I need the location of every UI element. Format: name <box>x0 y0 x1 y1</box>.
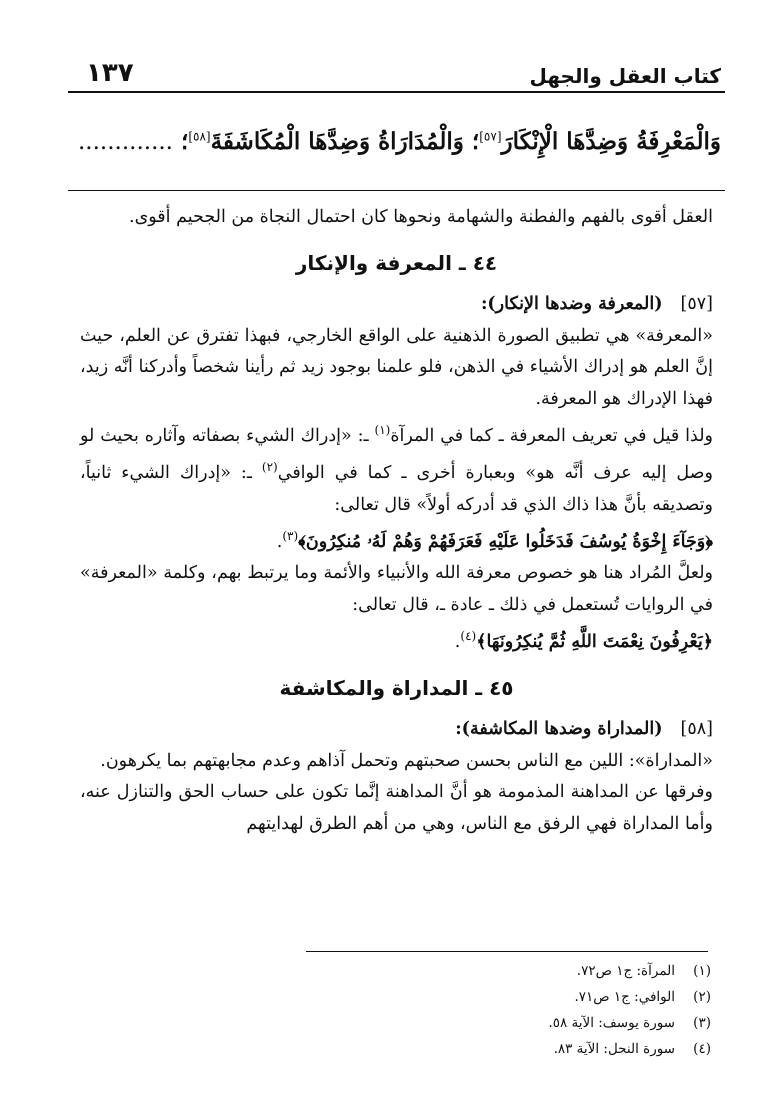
footnote-number: (٣) <box>693 1015 711 1031</box>
footnote-number: (٢) <box>693 989 711 1005</box>
note-57-p2-b: ـ: «إدراك الشيء بصفاته وآثاره بحيث لو وصل إليه عرف أنَّه هو» وبعبارة أخرى ـ كما في الوافي <box>80 425 713 484</box>
matn-part-2: ؛ وَالْمُدَارَاةُ وَضِدَّهَا الْمُكَاشَفَةَ <box>210 128 480 155</box>
running-header <box>86 56 721 88</box>
note-57-number: [٥٧] <box>680 294 713 314</box>
commentary-body <box>80 202 713 840</box>
footnote-ref-3[interactable]: (٣) <box>282 529 299 544</box>
matn-ref-58: [٥٨] <box>188 129 211 144</box>
book-title: كتاب العقل والجهل <box>529 64 721 88</box>
footnote-item <box>300 1010 711 1036</box>
note-57-paragraph-2 <box>80 415 713 521</box>
matn-part-3: ؛ <box>181 128 189 155</box>
matn-ref-57: [٥٧] <box>479 129 502 144</box>
note-57-p2-a: ولذا قيل في تعريف المعرفة ـ كما في المرآة <box>390 425 713 446</box>
intro-paragraph: العقل أقوى بالفهم والفطنة والشهامة ونحوها كان احتمال النجاة من الجحيم أقوى. <box>129 207 713 227</box>
matn-dots: ............. <box>77 129 173 155</box>
footnote-number: (٤) <box>693 1041 711 1057</box>
footnote-number: (١) <box>693 963 711 979</box>
footnote-rule <box>306 951 708 952</box>
note-58-number: [٥٨] <box>680 719 713 740</box>
footnote-text: سورة النحل: الآية ٨٣. <box>553 1041 675 1057</box>
note-57-p2-c: ـ: «إدراك الشيء ثانياً، وتصديقه بأنَّ هذا ذاك الذي قد أدركه أولاً» قال تعالى: <box>80 463 713 515</box>
note-58-heading: (المداراة وضدها المكاشفة): <box>455 719 663 740</box>
footnote-item <box>300 984 711 1010</box>
footnote-item <box>300 958 711 984</box>
footnote-text: الوافي: ج١ ص٧١. <box>574 989 675 1005</box>
note-57-heading: (المعرفة وضدها الإنكار): <box>480 294 663 314</box>
note-57-paragraph-3: ولعلَّ المُراد هنا هو خصوص معرفة الله والأنبياء والأئمة وما يرتبط بهم، وكلمة «المعرفة» في الروايات تُستعمل في ذلك ـ عادة ـ، قال تعالى: <box>80 563 713 615</box>
note-58-paragraph-1: «المداراة»: اللين مع الناس بحسن صحبتهم وتحمل آذاهم وعدم مجابهتهم بما يكرهون. <box>100 750 713 771</box>
section-44-title: ٤٤ ـ المعرفة والإنكار <box>295 250 498 275</box>
page-number: ١٣٧ <box>86 58 134 88</box>
footnote-ref-1[interactable]: (١) <box>374 423 391 437</box>
section-45-title: ٤٥ ـ المداراة والمكاشفة <box>279 675 514 700</box>
section-divider <box>68 190 725 191</box>
footnote-ref-4[interactable]: (٤) <box>460 629 477 644</box>
note-58-head <box>80 714 713 746</box>
quran-verse-1-line: ﴿وَجَآءَ إِخْوَةُ يُوسُفَ فَدَخَلُوا عَلَيْهِ فَعَرَفَهُمْ وَهُمْ لَهُۥ مُنكِرُونَ﴾$^{(٣)}$. <box>276 529 713 552</box>
footnote-text: المرآة: ج١ ص٧٢. <box>576 963 675 979</box>
quran-verse-1: ﴿وَجَآءَ إِخْوَةُ يُوسُفَ فَدَخَلُوا عَلَيْهِ فَعَرَفَهُمْ وَهُمْ لَهُۥ مُنكِرُونَ﴾ <box>298 531 713 552</box>
footnote-item <box>300 1036 711 1062</box>
footnote-ref-2[interactable]: (٢) <box>261 460 278 475</box>
note-57-head <box>80 289 713 321</box>
hadith-text <box>70 128 721 155</box>
note-57-paragraph-1: «المعرفة» هي تطبيق الصورة الذهنية على الواقع الخارجي، فبهذا تفترق عن العلم، حيث إنَّ العلم هو إدراك الأشياء في الذهن، فلو علمنا بوجود زيد ثم رأينا شخصاً وأدركنا أنَّه زيد، فهذا الإدراك هو المعرفة. <box>80 325 713 409</box>
footnote-text: سورة يوسف: الآية ٥٨. <box>548 1015 675 1031</box>
quran-verse-2-line: ﴿يَعْرِفُونَ نِعْمَتَ اللَّهِ ثُمَّ يُنكِرُونَهَا﴾$^{(٤)}$. <box>454 629 713 653</box>
header-rule <box>68 91 725 93</box>
note-58-paragraph-2: وفرقها عن المداهنة المذمومة هو أنَّ المداهنة إنَّما تكون على حساب الحق والتنازل عنه، وأما المداراة فهي الرفق مع الناس، وهي من أهم الطرق لهدايتهم <box>80 782 713 834</box>
footnotes <box>300 958 711 1062</box>
quran-verse-2: ﴿يَعْرِفُونَ نِعْمَتَ اللَّهِ ثُمَّ يُنكِرُونَهَا﴾ <box>476 632 713 653</box>
matn-part-1: وَالْمَعْرِفَةُ وَضِدَّهَا الْإِنْكَارَ <box>501 128 721 155</box>
